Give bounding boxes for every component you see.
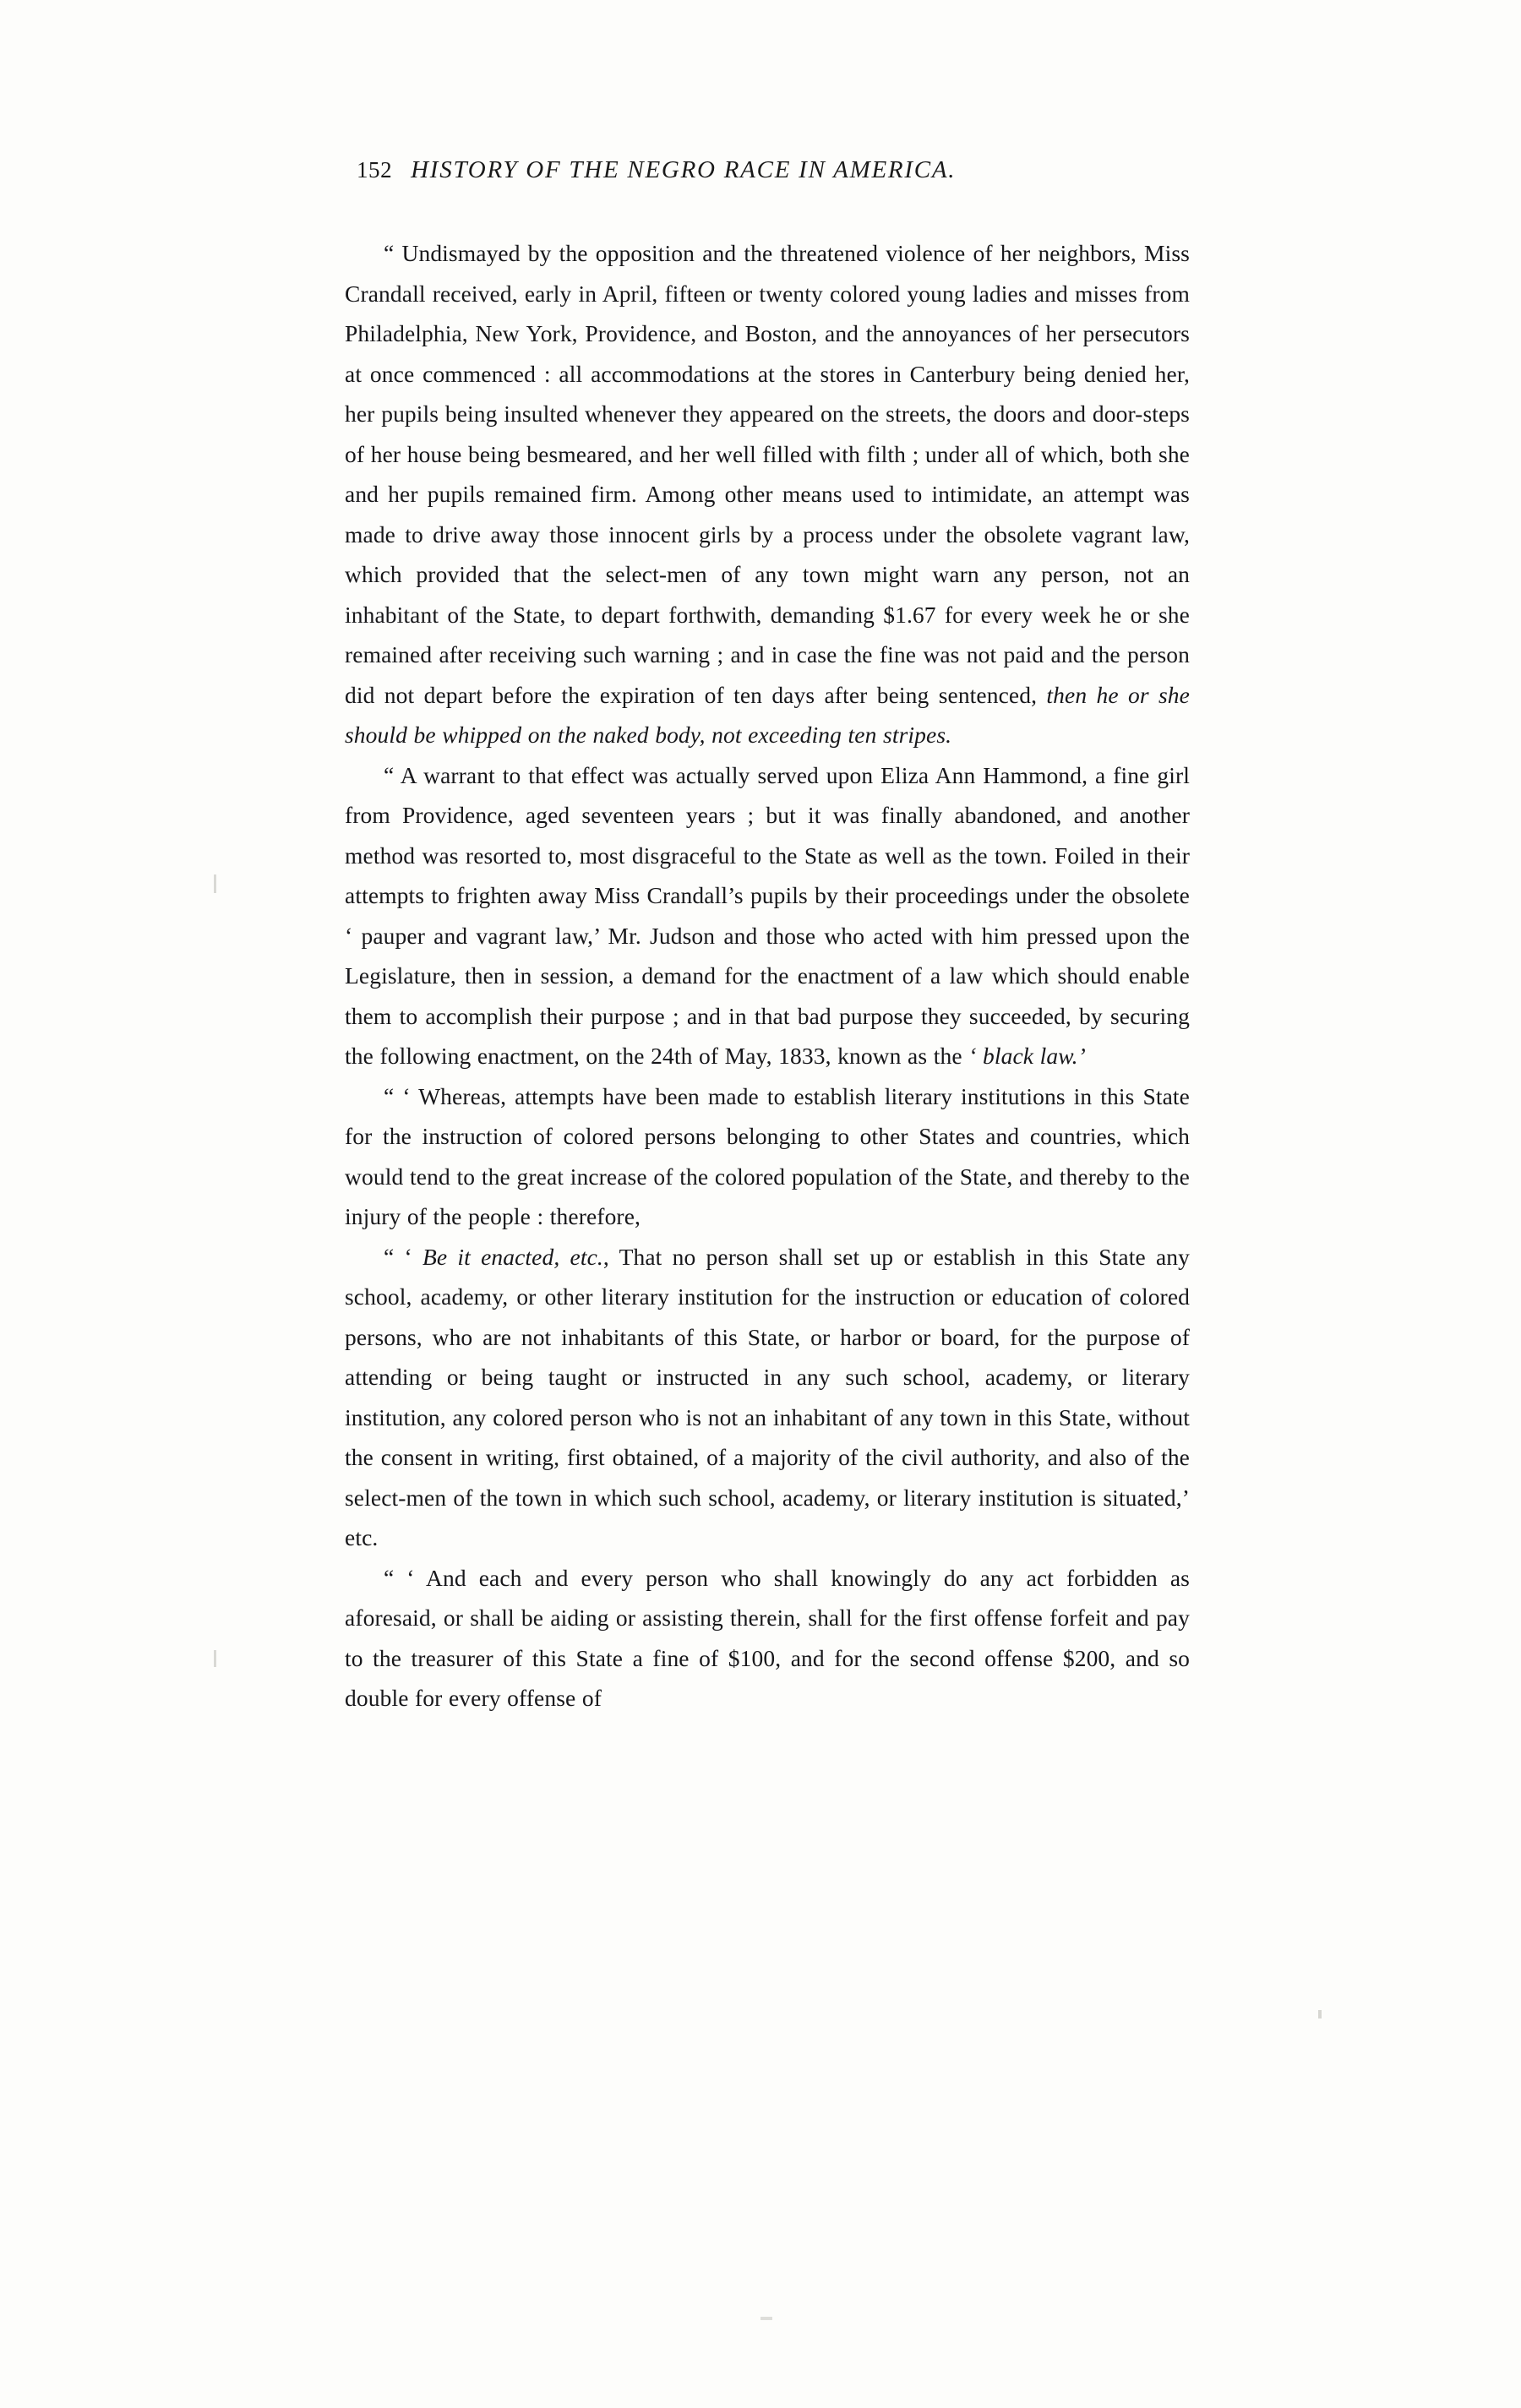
paragraph-5: [345, 1558, 1190, 1719]
paragraph-4-text: , That no person shall set up or establish in this State any school, academy, or other literary institution for the instruction or education of colored persons, who are not inhabitants of this State, or harbor or board, for the purpose of attending or being taught or instructed in any such school, academy, or literary institution, any colored person who is not an inhabitant of any town in this State, without the consent in writing, first obtained, of a majority of the civil authority, and also of the select-men of the town in which such school, academy, or literary institution is situated,’ etc.: [345, 1243, 1191, 1550]
paragraph-1-text: “ Undismayed by the opposition and the threatened violence of her neighbors, Miss Crandall received, early in April, fifteen or twenty colored young ladies and misses from Philadelphia, New York, Providence, and Boston, and the annoyances of her persecutors at once commenced : all accommodations at the stores in Canterbury being denied her, her pupils being insulted whenever they appeared on the streets, the doors and door-steps of her house being besmeared, and her well filled with filth ; under all of which, both she and her pupils remained firm. Among other means used to intimidate, an attempt was made to drive away those innocent girls by a process under the obsolete vagrant law, which provided that the select-men of any town might warn any person, not an inhabitant of the State, to depart forthwith, demanding $1.67 for every week he or she remained after receiving such warning ; and in case the fine was not paid and the person did not depart before the expiration of ten days after being sentenced,: [345, 240, 1190, 708]
whipping-clause-italic: then he or she should be whipped on the naked body, not exceeding ten stripes.: [345, 681, 1190, 748]
paragraph-5-text: “ ‘ And each and every person who shall knowingly do any act forbidden as aforesaid, or shall be aiding or assisting therein, shall for the first offense forfeit and pay to the treasurer of this State a fine of $100, and for the second offense $200, and so double for every offense of: [345, 1564, 1190, 1711]
page-edge-mark: [214, 874, 216, 893]
paragraph-3: [345, 1076, 1190, 1237]
page-header: [357, 156, 1190, 184]
page-edge-mark: [1318, 2010, 1322, 2018]
page-number: 152: [357, 157, 393, 183]
paragraph-2: [345, 755, 1190, 1076]
running-title: HISTORY OF THE NEGRO RACE IN AMERICA.: [411, 156, 957, 183]
paragraph-3-text: “ ‘ Whereas, attempts have been made to establish literary institutions in this State for the instruction of colored persons belonging to other States and countries, which would tend to the great increase of the colored population of the State, and thereby to the injury of the people : therefore,: [345, 1082, 1190, 1229]
paragraph-1: [345, 233, 1190, 755]
paragraph-4-opening: “ ‘: [384, 1243, 422, 1270]
paragraph-4: [345, 1237, 1190, 1558]
page-edge-mark: [760, 2317, 772, 2320]
black-law-italic: ‘ black law.’: [968, 1043, 1086, 1069]
page-content: [345, 156, 1190, 1719]
paragraph-2-text: “ A warrant to that effect was actually served upon Eliza Ann Hammond, a fine girl from Providence, aged seventeen years ; but it was finally abandoned, and another method was resorted to, most disgraceful to the State as well as the town. Foiled in their attempts to frighten away Miss Crandall’s pupils by their proceedings under the obsolete ‘ pauper and vagrant law,’ Mr. Judson and those who acted with him pressed upon the Legislature, then in session, a demand for the enactment of a law which should enable them to accomplish their purpose ; and in that bad purpose they succeeded, by securing the following enactment, on the 24th of May, 1833, known as the: [345, 761, 1190, 1069]
be-it-enacted-italic: Be it enacted, etc.: [422, 1243, 603, 1270]
page-edge-mark: [214, 1650, 216, 1667]
